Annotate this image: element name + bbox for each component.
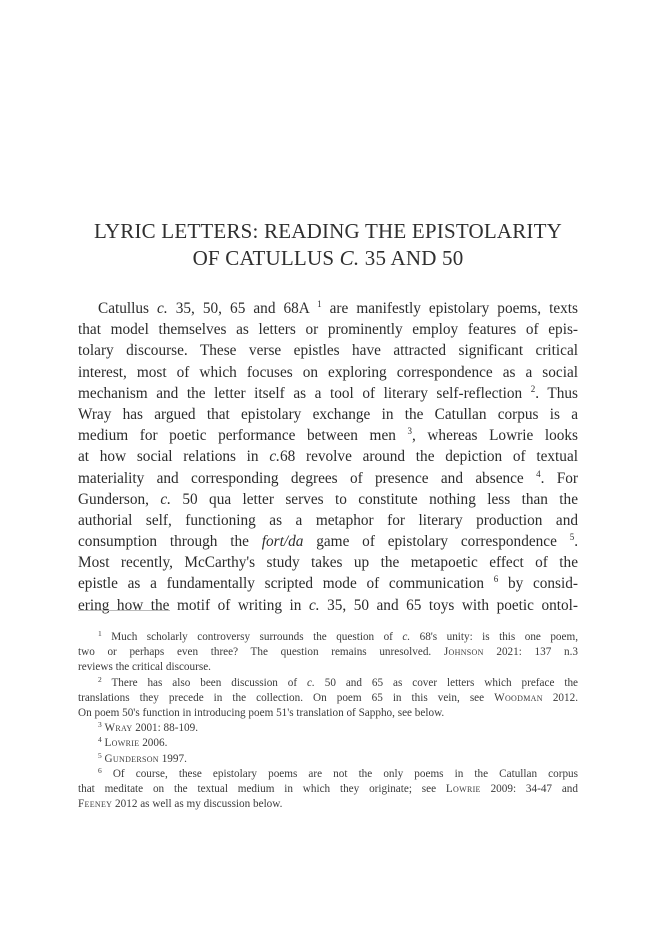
text-run: 2012 as well as my discussion below. — [112, 798, 283, 811]
text-run: tolary discourse. These verse epistles have attracted significant critical — [78, 342, 578, 360]
author-name: Wray — [104, 722, 133, 735]
text-run: 2001: 88-109. — [132, 722, 199, 735]
title-line-1: LYRIC LETTERS: READING THE EPISTOLARITY — [93, 219, 563, 243]
text-run: game of epistolary correspondence — [303, 533, 570, 551]
text-run: 35, 50 and 65 toys with poetic ontol- — [319, 596, 578, 614]
text-run: medium for poetic performance between men — [78, 427, 408, 445]
italic-text: c. — [157, 300, 168, 317]
text-run: Catullus — [98, 300, 158, 317]
text-run: 35, 50, 65 and 68A — [167, 300, 318, 317]
body-line — [78, 446, 578, 467]
text-run: interest, most of which focuses on exploring correspondence as a social — [78, 363, 578, 381]
text-run: reviews the critical discourse. — [78, 661, 211, 674]
text-run: There has also been discussion of — [101, 676, 308, 689]
text-run: at how social relations in — [78, 448, 270, 466]
author-name: Feeney — [78, 798, 113, 811]
footnote-line — [78, 797, 578, 812]
italic-text: c. — [307, 676, 315, 689]
italic-text: fort/da — [261, 533, 304, 551]
text-run: 68 revolve around the depiction of textual — [279, 448, 578, 466]
text-run: . Thus — [535, 384, 578, 402]
text-run: ering how the motif of writing in — [78, 596, 309, 614]
text-run: translations they precede in the collection. On poem 65 in this vein, see — [78, 691, 495, 704]
author-name: Lowrie — [445, 782, 481, 795]
text-run: epistle as a fundamentally scripted mode of communication — [78, 575, 494, 593]
text-run: are manifestly epistolary poems, texts — [321, 300, 578, 317]
footnotes — [78, 630, 578, 812]
body-line — [78, 531, 578, 552]
footnote-line — [78, 630, 578, 645]
author-name: Woodman — [494, 691, 543, 704]
text-run: Gunderson, — [78, 490, 161, 508]
footnote-line — [78, 782, 578, 797]
footnote-marker: 5 — [98, 750, 102, 760]
text-run: consumption through the — [78, 533, 262, 551]
footnote-marker: 2 — [530, 383, 536, 394]
text-run: , whereas Lowrie looks — [411, 427, 578, 445]
text-run: authorial self, functioning as a metaphor for literary production and — [78, 511, 578, 529]
italic-text: c. — [308, 596, 320, 614]
text-run: that meditate on the textual medium in which they originate; see — [78, 782, 446, 795]
text-run: . — [574, 533, 579, 551]
body-line — [78, 595, 578, 616]
footnote-marker: 6 — [98, 765, 102, 775]
footnote-line — [78, 752, 578, 767]
text-run: Most recently, McCarthy's study takes up the metapoetic effect of the — [78, 554, 578, 572]
italic-text: c. — [269, 448, 280, 466]
body-line — [78, 552, 578, 573]
body-line — [78, 340, 578, 361]
footnote-line — [78, 691, 578, 706]
author-name: Gunderson — [104, 752, 159, 765]
text-run: Wray has argued that epistolary exchange in the Catullan corpus is a — [78, 405, 578, 423]
text-run: 50 and 65 as cover letters which preface the — [314, 676, 578, 689]
text-run: Of course, these epistolary poems are not the only poems in the Catullan corpus — [101, 767, 578, 780]
text-run: On poem 50's function in introducing poem 51's translation of Sappho, see below. — [78, 706, 445, 719]
text-run: 2021: 137 n.3 — [483, 646, 578, 659]
footnote-line — [78, 767, 578, 782]
footnote-marker: 3 — [98, 720, 102, 730]
footnote-marker: 4 — [536, 468, 541, 479]
text-run: 2012. — [542, 691, 578, 704]
text-run: mechanism and the letter itself as a tool of literary self-reflection — [78, 384, 531, 402]
author-name: Johnson — [443, 646, 484, 659]
footnote-line — [78, 645, 578, 660]
footnote-line — [78, 721, 578, 736]
italic-text: c. — [160, 490, 171, 508]
body-text — [78, 298, 578, 616]
footnote-marker: 4 — [98, 735, 102, 745]
body-line — [78, 573, 578, 594]
paper-title — [78, 218, 578, 272]
text-run: 2009: 34-47 and — [480, 782, 578, 795]
footnote-marker: 5 — [569, 532, 575, 543]
footnote-line — [78, 676, 578, 691]
body-line — [78, 319, 578, 340]
footnote-marker: 1 — [317, 299, 322, 309]
body-line — [78, 298, 578, 319]
footnote-line — [78, 736, 578, 751]
footnote-line — [78, 706, 578, 721]
text-run: 50 qua letter serves to constitute nothing less than the — [170, 490, 578, 508]
body-line — [78, 362, 578, 383]
footnote-marker: 1 — [98, 629, 102, 638]
text-run: Much scholarly controversy surrounds the question of — [101, 631, 403, 643]
body-line — [78, 404, 578, 425]
text-run: that model themselves as letters or prominently employ features of epis- — [78, 321, 578, 339]
author-name: Lowrie — [104, 737, 140, 750]
title-line-2: OF CATULLUS C. 35 AND 50 — [192, 246, 464, 270]
body-line — [78, 425, 578, 446]
body-line — [78, 383, 578, 404]
italic-text: c. — [402, 631, 411, 643]
footnote-marker: 2 — [98, 674, 102, 684]
text-run: two or perhaps even three? The question remains unresolved. — [78, 646, 444, 659]
body-line — [78, 510, 578, 531]
footnote-separator — [78, 610, 170, 611]
footnote-marker: 3 — [407, 426, 412, 437]
text-run: 68's unity: is this one poem, — [410, 631, 578, 643]
text-run: 1997. — [158, 752, 187, 765]
text-run: . For — [540, 469, 578, 487]
text-run: materiality and corresponding degrees of presence and absence — [78, 469, 537, 487]
body-line — [78, 489, 578, 510]
footnote-marker: 6 — [493, 574, 499, 585]
body-line — [78, 468, 578, 489]
text-run: 2006. — [139, 737, 168, 750]
footnote-line — [78, 660, 578, 675]
text-run: by consid- — [498, 575, 579, 593]
